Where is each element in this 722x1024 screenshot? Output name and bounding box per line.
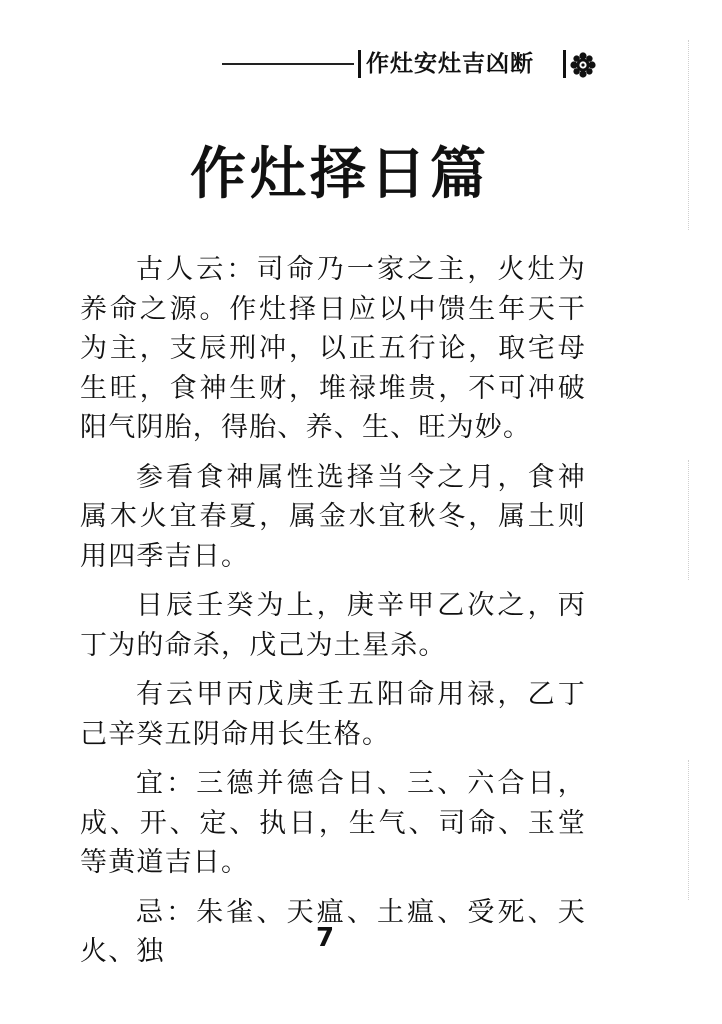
running-title: 作灶安灶吉凶断: [366, 51, 534, 77]
scan-edge-mark: [688, 460, 689, 580]
paragraph: 忌：朱雀、天瘟、土瘟、受死、天火、独: [80, 896, 586, 967]
body-text: [80, 250, 586, 982]
running-header: [222, 46, 602, 82]
paragraph: 宜：三德并德合日、三、六合日，成、开、定、执日，生气、司命、玉堂等黄道吉日。: [80, 768, 586, 878]
paragraph: 参看食神属性选择当令之月，食神属木火宜春夏，属金水宜秋冬，属土则用四季吉日。: [80, 461, 586, 572]
paragraph: 有云甲丙戊庚壬五阳命用禄，乙丁己辛癸五阴命用长生格。: [80, 679, 586, 750]
header-rule: [222, 63, 354, 65]
header-bar-left: [358, 50, 361, 78]
scan-edge-mark: [688, 40, 689, 230]
paragraph: 日辰壬癸为上，庚辛甲乙次之，丙丁为的命杀，戊己为土星杀。: [80, 590, 586, 661]
page-number: 7: [315, 923, 335, 953]
ornament-flower-icon: [570, 52, 596, 78]
header-bar-right: [563, 50, 566, 78]
scan-edge-mark: [688, 760, 689, 900]
paragraph: 古人云：司命乃一家之主，火灶为养命之源。作灶择日应以中馈生年天干为主，支辰刑冲，以正五行论，取宅母生旺，食神生财，堆禄堆贵，不可冲破阳气阴胎，得胎、养、生、旺为妙。: [80, 254, 586, 443]
chapter-title: 作灶择日篇: [190, 142, 490, 207]
